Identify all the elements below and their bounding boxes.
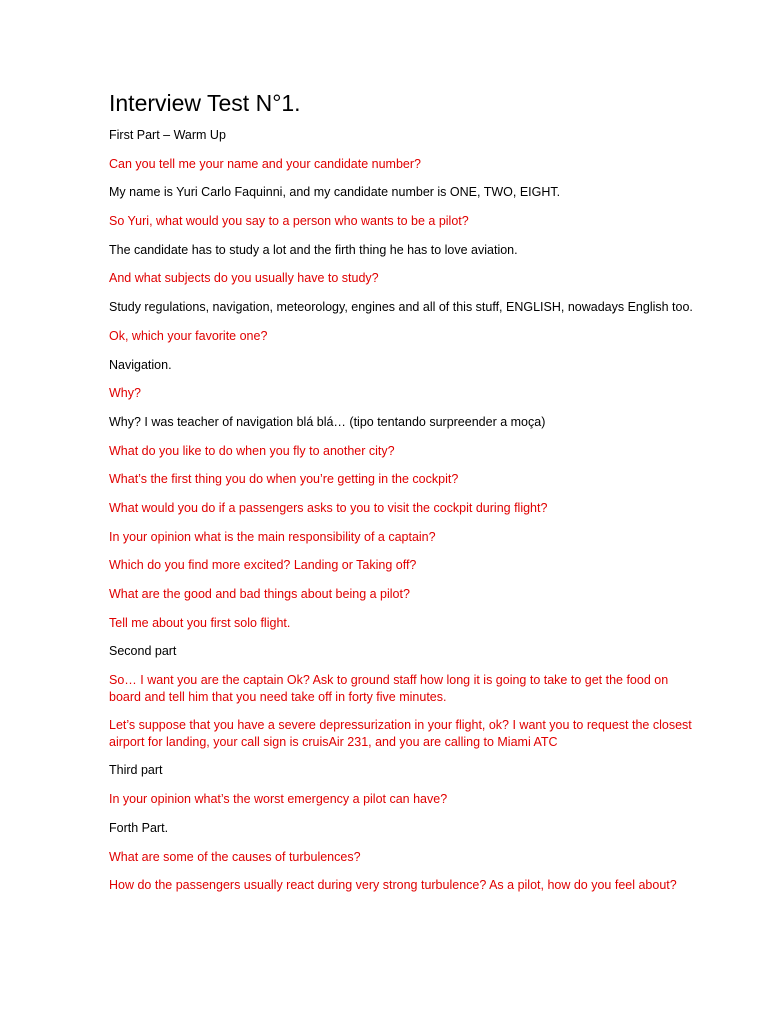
section-heading-second-part: Second part	[109, 644, 177, 659]
question: In your opinion what’s the worst emergency a pilot can have?	[109, 792, 448, 807]
question: Tell me about you first solo flight.	[109, 615, 291, 630]
question: Ok, which your favorite one?	[109, 328, 268, 343]
question: How do the passengers usually react during very strong turbulence? As a pilot, how do you feel about?	[109, 878, 677, 893]
section-heading-first-part: First Part – Warm Up	[109, 128, 226, 142]
question: What would you do if a passengers asks to you to visit the cockpit during flight?	[109, 500, 548, 515]
answer: Navigation.	[109, 357, 172, 372]
question: So… I want you are the captain Ok? Ask to ground staff how long it is going to take to get the food on board and tell him that you need take off in forty five minutes.	[109, 673, 669, 704]
question: What’s the first thing you do when you’re getting in the cockpit?	[109, 472, 459, 487]
section-heading-third-part: Third part	[109, 763, 163, 778]
question: Why?	[109, 386, 141, 401]
answer: The candidate has to study a lot and the firth thing he has to love aviation.	[109, 242, 518, 257]
question: Let’s suppose that you have a severe depressurization in your flight, ok? I want you to request the closest airport for landing, your call sign is cruisAir 231, and you are calling to Miami ATC	[109, 718, 692, 749]
answer: Study regulations, navigation, meteorology, engines and all of this stuff, ENGLISH, nowadays English too.	[109, 300, 693, 315]
document-title: Interview Test N°1.	[109, 90, 301, 116]
question: And what subjects do you usually have to study?	[109, 271, 379, 286]
question: So Yuri, what would you say to a person who wants to be a pilot?	[109, 214, 469, 229]
question: What are the good and bad things about being a pilot?	[109, 587, 410, 601]
question: In your opinion what is the main responsibility of a captain?	[109, 529, 436, 544]
question: What are some of the causes of turbulences?	[109, 849, 361, 864]
question: Which do you find more excited? Landing or Taking off?	[109, 558, 417, 573]
answer: Why? I was teacher of navigation blá blá… (tipo tentando surpreender a moça)	[109, 414, 546, 429]
question: What do you like to do when you fly to another city?	[109, 443, 395, 458]
question: Can you tell me your name and your candidate number?	[109, 156, 421, 171]
answer: My name is Yuri Carlo Faquinni, and my candidate number is ONE, TWO, EIGHT.	[109, 185, 561, 200]
document-page	[109, 88, 699, 906]
section-heading-forth-part: Forth Part.	[109, 820, 169, 835]
